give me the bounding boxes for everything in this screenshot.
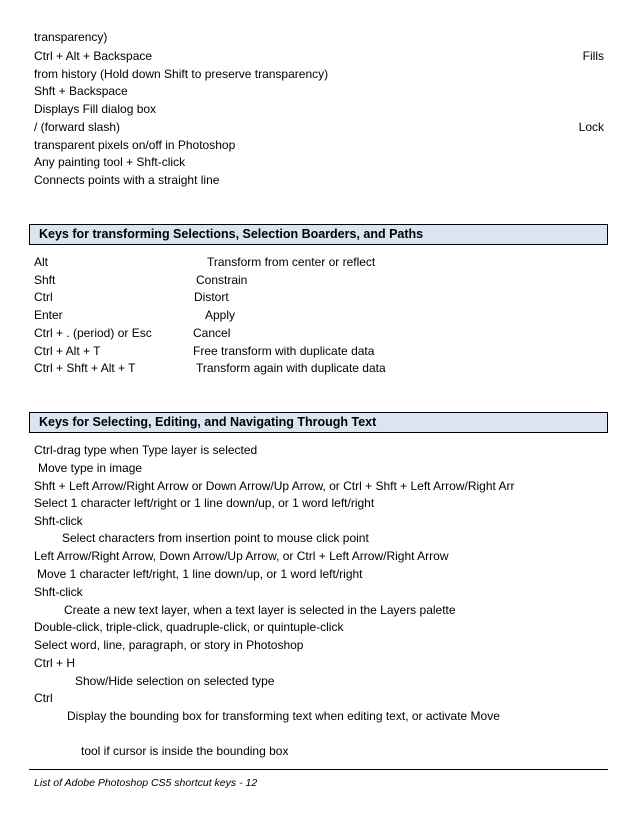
text-line-right: Lock (578, 120, 604, 134)
shortcut-key: Ctrl + . (period) or Esc (34, 326, 152, 340)
text-line: Ctrl + Alt + Backspace (34, 49, 153, 63)
text-line: transparency) (34, 30, 108, 44)
text-line: Display the bounding box for transforming text when editing text, or activate Move (67, 709, 500, 723)
text-line: Any painting tool + Shft-click (34, 155, 186, 169)
text-line: Move type in image (38, 461, 143, 475)
shortcut-description: Free transform with duplicate data (193, 344, 375, 358)
text-line: / (forward slash) (34, 120, 121, 134)
footer-divider (29, 769, 608, 770)
text-line: Shft + Backspace (34, 84, 128, 98)
shortcut-description: Distort (194, 290, 229, 304)
shortcut-description: Apply (205, 308, 236, 322)
text-line-right: Fills (582, 49, 604, 63)
shortcut-key: Shft (34, 273, 56, 287)
section-header-text-editing: Keys for Selecting, Editing, and Navigating Through Text (29, 412, 608, 433)
text-line: Select 1 character left/right or 1 line down/up, or 1 word left/right (34, 496, 375, 510)
text-line: from history (Hold down Shift to preserve transparency) (34, 67, 329, 81)
text-line: Create a new text layer, when a text layer is selected in the Layers palette (64, 603, 456, 617)
shortcut-key: Ctrl (34, 290, 53, 304)
text-line: Shft-click (34, 585, 83, 599)
text-line: Ctrl (34, 691, 53, 705)
shortcut-key: Enter (34, 308, 63, 322)
text-line: Move 1 character left/right, 1 line down/up, or 1 word left/right (37, 567, 363, 581)
text-line: tool if cursor is inside the bounding box (81, 744, 289, 758)
shortcut-description: Transform again with duplicate data (196, 361, 386, 375)
shortcut-key: Ctrl + Alt + T (34, 344, 101, 358)
shortcut-key: Ctrl + Shft + Alt + T (34, 361, 136, 375)
text-line: Connects points with a straight line (34, 173, 220, 187)
text-line: Shft + Left Arrow/Right Arrow or Down Arrow/Up Arrow, or Ctrl + Shft + Left Arrow/Right Arr (34, 479, 515, 493)
text-line: transparent pixels on/off in Photoshop (34, 138, 236, 152)
text-line: Ctrl + H (34, 656, 76, 670)
text-line: Select word, line, paragraph, or story in Photoshop (34, 638, 304, 652)
text-line: Show/Hide selection on selected type (75, 674, 275, 688)
text-line: Double-click, triple-click, quadruple-click, or quintuple-click (34, 620, 344, 634)
page-footer: List of Adobe Photoshop CS5 shortcut keys - 12 (34, 777, 258, 789)
shortcut-description: Cancel (193, 326, 231, 340)
text-line: Left Arrow/Right Arrow, Down Arrow/Up Arrow, or Ctrl + Left Arrow/Right Arrow (34, 549, 449, 563)
text-line: Displays Fill dialog box (34, 102, 157, 116)
shortcut-description: Transform from center or reflect (207, 255, 376, 269)
section-header-transforming: Keys for transforming Selections, Selection Boarders, and Paths (29, 224, 608, 245)
text-line: Select characters from insertion point to mouse click point (62, 531, 369, 545)
shortcut-description: Constrain (196, 273, 248, 287)
shortcut-key: Alt (34, 255, 49, 269)
text-line: Ctrl-drag type when Type layer is selected (34, 443, 258, 457)
text-line: Shft-click (34, 514, 83, 528)
